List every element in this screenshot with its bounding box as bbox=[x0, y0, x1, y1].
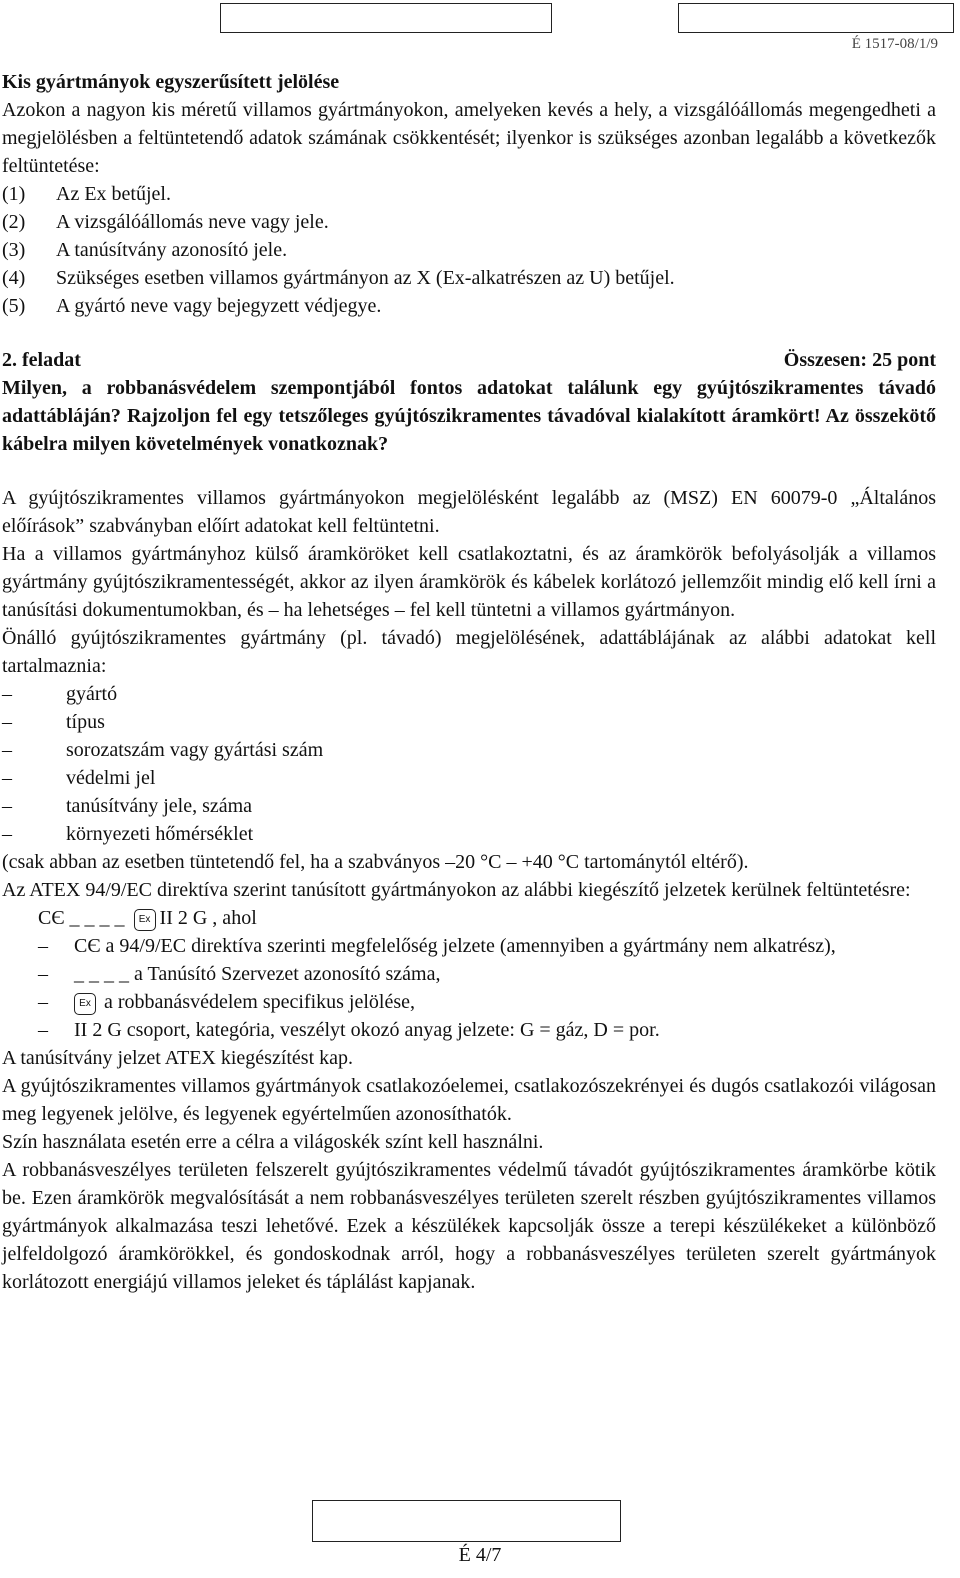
ex-icon: Ex bbox=[74, 993, 96, 1015]
list-item bbox=[2, 264, 936, 292]
item-text: Szükséges esetben villamos gyártmányon az X (Ex-alkatrészen az U) betűjel. bbox=[56, 267, 675, 289]
marking-ce: CЄ _ _ _ _ bbox=[38, 907, 125, 929]
marking-rest: II 2 G , ahol bbox=[159, 907, 257, 929]
document-code: É 1517-08/1/9 bbox=[851, 36, 938, 52]
ex-icon: Ex bbox=[134, 909, 156, 931]
section-title: Kis gyártmányok egyszerűsített jelölése bbox=[2, 71, 340, 93]
header-box-right bbox=[678, 3, 954, 33]
list-item-text: környezeti hőmérséklet bbox=[66, 823, 254, 845]
item-number: (3) bbox=[2, 239, 26, 261]
list-item-text: típus bbox=[66, 711, 105, 733]
task-label: 2. feladat bbox=[2, 349, 81, 371]
paragraph: Ha a villamos gyártmányhoz külső áramköröket kell csatlakoztatni, és az áramkörök befolyásolják a villamos gyártmány gyújtószikramentességét, akkor az ilyen áramkörök és kábelek korlátozó jellemzőit mindig elő kell írni a tanúsítási dokumentumokban, és – ha lehetséges – fel kell tüntetni a villamos gyártmányon. bbox=[2, 543, 936, 621]
list-item bbox=[2, 236, 936, 264]
list-item bbox=[2, 208, 936, 236]
item-text: A vizsgálóállomás neve vagy jele. bbox=[56, 211, 329, 233]
paragraph: A robbanásveszélyes területen felszerelt gyújtószikramentes védelmű távadót gyújtószikramentes áramkörbe kötik be. Ezen áramkörök megvalósítását a nem robbanásveszélyes területen szerelt részben gyújtószikramentes villamos gyártmányok alkalmazása teszi lehetővé. Ezek a készülékek kapcsolják össze a terepi készülékeket a különböző jelfeldolgozó áramkörökkel, és gondoskodnak arról, hogy a robbanásveszélyes területen szerelt gyártmányok korlátozott energiájú villamos jeleket és táplálást kapjanak. bbox=[2, 1159, 936, 1293]
list-item bbox=[2, 180, 936, 208]
item-text: A gyártó neve vagy bejegyzett védjegye. bbox=[56, 295, 382, 317]
page-number: É 4/7 bbox=[458, 1544, 502, 1566]
paragraph: A tanúsítvány jelzet ATEX kiegészítést kap. bbox=[2, 1047, 354, 1069]
item-number: (4) bbox=[2, 267, 26, 289]
list-item: – sorozatszám vagy gyártási szám bbox=[2, 736, 936, 764]
list-item-text: CЄ a 94/9/EC direktíva szerinti megfelelőség jelzete (amennyiben a gyártmány nem alkatrész), bbox=[74, 935, 836, 957]
paragraph: A gyújtószikramentes villamos gyártmányok csatlakozóelemei, csatlakozószekrényei és dugós csatlakozói világosan meg legyenek jelölve, és legyenek egyértelműen azonosíthatók. bbox=[2, 1075, 936, 1125]
list-item: – CЄ a 94/9/EC direktíva szerinti megfelelőség jelzete (amennyiben a gyártmány nem alkatrész), bbox=[38, 932, 936, 960]
item-text: A tanúsítvány azonosító jele. bbox=[56, 239, 288, 261]
task-points: Összesen: 25 pont bbox=[783, 349, 936, 371]
item-number: (5) bbox=[2, 295, 26, 317]
list-item: – Ex a robbanásvédelem specifikus jelölése, bbox=[38, 991, 415, 1013]
list-item: – II 2 G csoport, kategória, veszélyt okozó anyag jelzete: G = gáz, D = por. bbox=[38, 1016, 936, 1044]
list-item: – _ _ _ _ a Tanúsító Szervezet azonosító száma, bbox=[38, 960, 936, 988]
item-number: (1) bbox=[2, 183, 26, 205]
page-content bbox=[2, 68, 936, 1296]
list-item: – tanúsítvány jele, száma bbox=[2, 792, 936, 820]
atex-marking bbox=[38, 904, 936, 932]
footer-box bbox=[312, 1500, 621, 1542]
section-intro: Azokon a nagyon kis méretű villamos gyártmányokon, amelyeken kevés a hely, a vizsgálóállomás megengedheti a megjelölésben a feltüntetendő adatok számának csökkentését; ilyenkor is szükséges azonban legalább a következők feltüntetése: bbox=[2, 99, 936, 177]
list-item-text: _ _ _ _ a Tanúsító Szervezet azonosító száma, bbox=[74, 963, 441, 985]
paragraph: (csak abban az esetben tüntetendő fel, ha a szabványos –20 °C – +40 °C tartománytól eltérő). bbox=[2, 851, 749, 873]
list-item: – védelmi jel bbox=[2, 764, 936, 792]
list-item: – környezeti hőmérséklet bbox=[2, 820, 936, 848]
list-item: – típus bbox=[2, 708, 936, 736]
list-item-text: tanúsítvány jele, száma bbox=[66, 795, 253, 817]
list-item bbox=[2, 292, 936, 320]
paragraph: Szín használata esetén erre a célra a világoskék színt kell használni. bbox=[2, 1131, 544, 1153]
paragraph: A gyújtószikramentes villamos gyártmányokon megjelölésként legalább az (MSZ) EN 60079-0 „Általános előírások” szabványban előírt adatokat kell feltüntetni. bbox=[2, 487, 936, 537]
paragraph: Önálló gyújtószikramentes gyártmány (pl. távadó) megjelölésének, adattáblájának az alábbi adatokat kell tartalmaznia: bbox=[2, 627, 936, 677]
task-header bbox=[2, 346, 936, 374]
header-box-left bbox=[220, 3, 552, 33]
list-item-text: védelmi jel bbox=[66, 767, 156, 789]
list-item-text: a robbanásvédelem specifikus jelölése, bbox=[104, 991, 415, 1013]
list-item-text: sorozatszám vagy gyártási szám bbox=[66, 739, 324, 761]
list-item-text: gyártó bbox=[66, 683, 118, 705]
item-number: (2) bbox=[2, 211, 26, 233]
list-item: – gyártó bbox=[2, 680, 936, 708]
list-item-text: II 2 G csoport, kategória, veszélyt okozó anyag jelzete: G = gáz, D = por. bbox=[74, 1019, 660, 1041]
item-text: Az Ex betűjel. bbox=[56, 183, 171, 205]
paragraph: Az ATEX 94/9/EC direktíva szerint tanúsított gyártmányokon az alábbi kiegészítő jelzetek kerülnek feltüntetésre: bbox=[2, 879, 911, 901]
task-question: Milyen, a robbanásvédelem szempontjából fontos adatokat találunk egy gyújtószikramentes távadó adattábláján? Rajzoljon fel egy tetszőleges gyújtószikramentes távadóval kialakított áramkört! Az összekötő kábelra milyen követelmények vonatkoznak? bbox=[2, 377, 936, 455]
